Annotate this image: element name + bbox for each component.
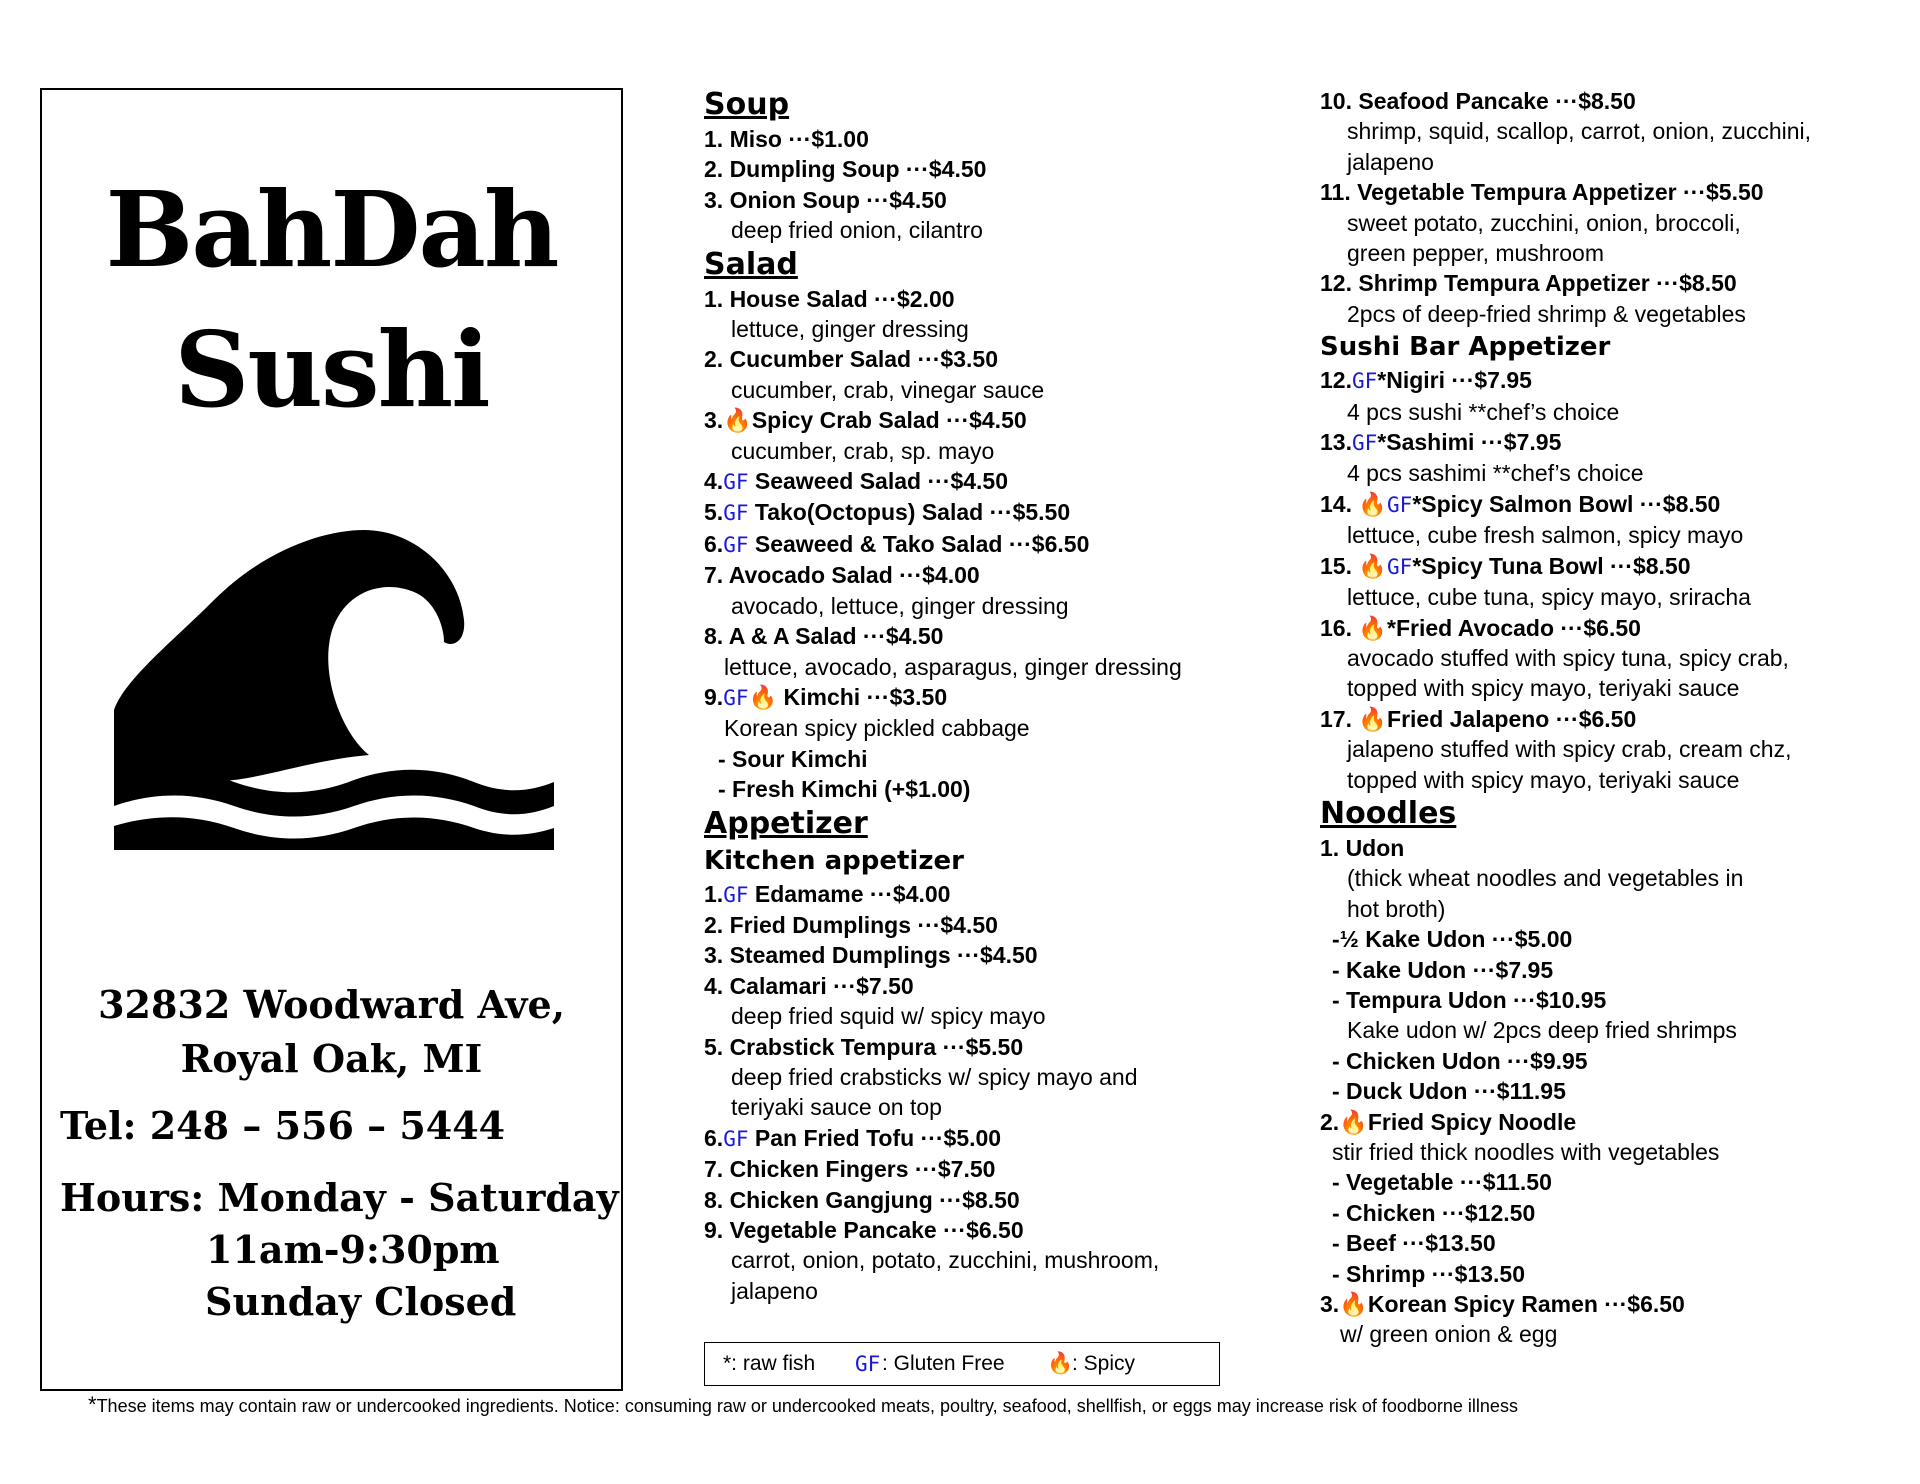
menu-item: 1.GF Edamame ···$4.00 bbox=[704, 880, 951, 907]
menu-item: 3.🔥Korean Spicy Ramen ···$6.50 bbox=[1320, 1291, 1685, 1318]
telephone: Tel: 248 – 556 – 5444 bbox=[60, 1103, 506, 1148]
spicy-flame-icon: 🔥 bbox=[1047, 1352, 1074, 1375]
item-description: green pepper, mushroom bbox=[1347, 240, 1604, 267]
item-description: jalapeno stuffed with spicy crab, cream chz, bbox=[1347, 736, 1792, 763]
hours-line3: Sunday Closed bbox=[205, 1279, 517, 1324]
item-option: - Beef ···$13.50 bbox=[1332, 1230, 1496, 1257]
menu-item: 5.GF Tako(Octopus) Salad ···$5.50 bbox=[704, 499, 1071, 526]
item-description: topped with spicy mayo, teriyaki sauce bbox=[1347, 675, 1740, 702]
item-description: 2pcs of deep-fried shrimp & vegetables bbox=[1347, 300, 1746, 327]
subsection-title-sushi-bar: Sushi Bar Appetizer bbox=[1320, 332, 1611, 363]
item-option: - Fresh Kimchi (+$1.00) bbox=[718, 776, 971, 803]
menu-item: 12. Shrimp Tempura Appetizer ···$8.50 bbox=[1320, 270, 1737, 297]
item-option: - Sour Kimchi bbox=[718, 745, 868, 772]
address-line2: Royal Oak, MI bbox=[180, 1036, 483, 1081]
legend-box bbox=[704, 1342, 1220, 1386]
gluten-free-badge: GF bbox=[1387, 554, 1413, 579]
menu-item: 4.GF Seaweed Salad ···$4.50 bbox=[704, 468, 1008, 495]
item-description: deep fried crabsticks w/ spicy mayo and bbox=[731, 1063, 1138, 1090]
menu-item: 5. Crabstick Tempura ···$5.50 bbox=[704, 1033, 1024, 1060]
menu-item: 9.GF🔥 Kimchi ···$3.50 bbox=[704, 683, 948, 710]
menu-item: 1. Miso ···$1.00 bbox=[704, 126, 869, 152]
item-description: (thick wheat noodles and vegetables in bbox=[1347, 865, 1744, 892]
item-option: - Tempura Udon ···$10.95 bbox=[1332, 986, 1607, 1013]
hours-line1: Hours: Monday - Saturday bbox=[60, 1175, 619, 1220]
gluten-free-badge: GF bbox=[723, 501, 749, 526]
menu-item: 6.GF Seaweed & Tako Salad ···$6.50 bbox=[704, 530, 1090, 557]
menu-item: 6.GF Pan Fried Tofu ···$5.00 bbox=[704, 1124, 1002, 1151]
gluten-free-badge: GF bbox=[1387, 492, 1413, 517]
item-option: - Vegetable ···$11.50 bbox=[1332, 1169, 1552, 1196]
section-title-salad: Salad bbox=[704, 246, 798, 282]
item-description: lettuce, avocado, asparagus, ginger dressing bbox=[724, 653, 1182, 680]
item-description: avocado, lettuce, ginger dressing bbox=[731, 592, 1069, 619]
item-description: lettuce, cube tuna, spicy mayo, sriracha bbox=[1347, 584, 1751, 611]
spicy-flame-icon: 🔥 bbox=[1358, 705, 1388, 732]
brand-name-line1: BahDah bbox=[105, 168, 558, 291]
gluten-free-badge: GF bbox=[723, 470, 749, 495]
address-line1: 32832 Woodward Ave, bbox=[98, 982, 565, 1027]
menu-item: 7. Chicken Fingers ···$7.50 bbox=[704, 1156, 996, 1183]
item-option: -½ Kake Udon ···$5.00 bbox=[1332, 926, 1573, 953]
item-option: - Shrimp ···$13.50 bbox=[1332, 1260, 1525, 1287]
menu-item: 4. Calamari ···$7.50 bbox=[704, 972, 914, 999]
spicy-flame-icon: 🔥 bbox=[723, 407, 752, 434]
item-description: 4 pcs sashimi **chef’s choice bbox=[1347, 460, 1644, 487]
gluten-free-badge: GF bbox=[723, 532, 749, 557]
wave-logo-icon bbox=[114, 530, 554, 850]
menu-item: 2. Dumpling Soup ···$4.50 bbox=[704, 156, 987, 183]
footnote: *These items may contain raw or undercooked ingredients. Notice: consuming raw or undercooked meats, poultry, seafood, shellfish, or eggs may increase risk of foodborne illness bbox=[88, 1392, 1518, 1417]
menu-item: 2. Cucumber Salad ···$3.50 bbox=[704, 346, 998, 373]
spicy-flame-icon: 🔥 bbox=[1358, 552, 1388, 579]
item-description: lettuce, cube fresh salmon, spicy mayo bbox=[1347, 522, 1744, 549]
item-description: deep fried onion, cilantro bbox=[731, 217, 983, 244]
section-title-appetizer: Appetizer bbox=[704, 805, 868, 841]
item-option: - Duck Udon ···$11.95 bbox=[1332, 1078, 1566, 1105]
menu-item: 14. 🔥GF*Spicy Salmon Bowl ···$8.50 bbox=[1320, 490, 1721, 517]
menu-item: 8. Chicken Gangjung ···$8.50 bbox=[704, 1186, 1020, 1213]
menu-item: 7. Avocado Salad ···$4.00 bbox=[704, 562, 980, 589]
item-description: w/ green onion & egg bbox=[1340, 1321, 1558, 1348]
item-description: deep fried squid w/ spicy mayo bbox=[731, 1003, 1046, 1030]
item-description: stir fried thick noodles with vegetables bbox=[1332, 1139, 1720, 1165]
spicy-flame-icon: 🔥 bbox=[1339, 1291, 1368, 1318]
brand-name-line2: Sushi bbox=[174, 308, 489, 431]
hours-line2: 11am-9:30pm bbox=[206, 1227, 500, 1272]
item-option: - Chicken Udon ···$9.95 bbox=[1332, 1047, 1588, 1074]
menu-item: 1. House Salad ···$2.00 bbox=[704, 285, 955, 312]
item-description: lettuce, ginger dressing bbox=[731, 316, 969, 343]
subsection-title-kitchen: Kitchen appetizer bbox=[704, 845, 964, 876]
item-description: jalapeno bbox=[731, 1277, 818, 1304]
restaurant-info-panel bbox=[40, 88, 623, 1391]
item-description: jalapeno bbox=[1347, 148, 1434, 175]
menu-item: 8. A & A Salad ···$4.50 bbox=[704, 623, 944, 650]
menu-item: 17. 🔥Fried Jalapeno ···$6.50 bbox=[1320, 705, 1637, 732]
section-title-noodles: Noodles bbox=[1320, 795, 1457, 831]
menu-item: 2. Fried Dumplings ···$4.50 bbox=[704, 911, 998, 938]
menu-item: 11. Vegetable Tempura Appetizer ···$5.50 bbox=[1320, 179, 1764, 206]
menu-item: 2.🔥Fried Spicy Noodle bbox=[1320, 1108, 1577, 1135]
gluten-free-badge: GF bbox=[723, 1126, 749, 1151]
item-option: - Chicken ···$12.50 bbox=[1332, 1199, 1536, 1226]
item-description: hot broth) bbox=[1347, 895, 1446, 922]
section-title-soup: Soup bbox=[704, 87, 790, 122]
menu-item: 13.GF*Sashimi ···$7.95 bbox=[1320, 429, 1562, 456]
gluten-free-badge: GF bbox=[723, 685, 749, 710]
item-description: cucumber, crab, sp. mayo bbox=[731, 437, 995, 464]
menu-item: 1. Udon bbox=[1320, 834, 1405, 861]
gluten-free-badge: GF bbox=[855, 1352, 881, 1376]
menu-item: 3.🔥Spicy Crab Salad ···$4.50 bbox=[704, 407, 1027, 434]
legend-spicy: : Spicy bbox=[1072, 1352, 1136, 1375]
item-description: teriyaki sauce on top bbox=[731, 1094, 942, 1121]
item-description: Korean spicy pickled cabbage bbox=[724, 715, 1030, 742]
spicy-flame-icon: 🔥 bbox=[1358, 490, 1388, 517]
item-description: Kake udon w/ 2pcs deep fried shrimps bbox=[1347, 1017, 1737, 1044]
menu-item: 3. Steamed Dumplings ···$4.50 bbox=[704, 942, 1038, 969]
spicy-flame-icon: 🔥 bbox=[1358, 614, 1388, 641]
menu-item: 10. Seafood Pancake ···$8.50 bbox=[1320, 88, 1636, 114]
spicy-flame-icon: 🔥 bbox=[1339, 1108, 1368, 1135]
item-option: - Kake Udon ···$7.95 bbox=[1332, 956, 1554, 983]
legend-gluten-free: : Gluten Free bbox=[882, 1352, 1005, 1375]
item-description: sweet potato, zucchini, onion, broccoli, bbox=[1347, 209, 1741, 236]
item-description: cucumber, crab, vinegar sauce bbox=[731, 376, 1045, 403]
spicy-flame-icon: 🔥 bbox=[748, 683, 778, 710]
menu-item: 12.GF*Nigiri ···$7.95 bbox=[1320, 367, 1532, 394]
menu-item: 15. 🔥GF*Spicy Tuna Bowl ···$8.50 bbox=[1320, 552, 1691, 579]
menu-column-right bbox=[1320, 86, 1910, 1350]
gluten-free-badge: GF bbox=[1351, 431, 1378, 456]
item-description: topped with spicy mayo, teriyaki sauce bbox=[1347, 766, 1740, 793]
menu-item: 9. Vegetable Pancake ···$6.50 bbox=[704, 1217, 1024, 1243]
legend-raw-fish: *: raw fish bbox=[723, 1352, 816, 1375]
item-description: avocado stuffed with spicy tuna, spicy crab, bbox=[1347, 644, 1789, 671]
menu-column-middle bbox=[704, 86, 1244, 1306]
gluten-free-badge: GF bbox=[723, 882, 749, 907]
menu-item: 16. 🔥*Fried Avocado ···$6.50 bbox=[1320, 614, 1641, 641]
menu-item: 3. Onion Soup ···$4.50 bbox=[704, 186, 947, 213]
item-description: shrimp, squid, scallop, carrot, onion, zucchini, bbox=[1347, 118, 1812, 145]
gluten-free-badge: GF bbox=[1351, 369, 1378, 394]
item-description: carrot, onion, potato, zucchini, mushroom, bbox=[731, 1247, 1160, 1274]
item-description: 4 pcs sushi **chef’s choice bbox=[1347, 398, 1620, 425]
